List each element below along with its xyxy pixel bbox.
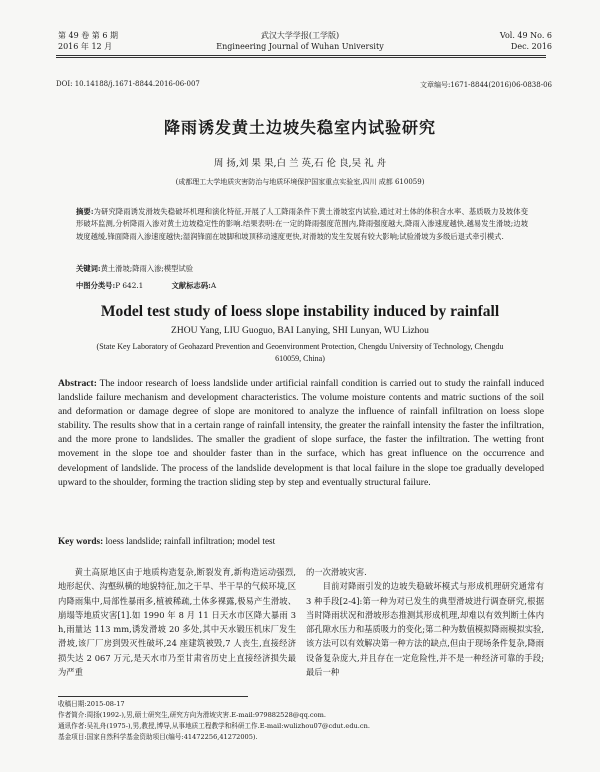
keywords-en [58,536,275,546]
keywords-cn-label: 关键词: [76,264,101,273]
keywords-cn-text: 黄土滑坡;降雨入渗;模型试验 [100,264,194,273]
authors-cn: 周 扬,刘 果 果,白 兰 英,石 伦 良,吴 礼 舟 [213,158,387,169]
article-number: 文章编号:1671-8844(2016)06-0838-06 [420,81,552,89]
header-right [500,30,552,52]
affiliation-en: (State Key Laboratory of Geohazard Prevention and Geoenvironment Protection, Chengdu University of Technology, Chengdu 610059, China) [96,342,504,363]
body-column-left [58,565,296,679]
keywords-en-text: loess landslide; rainfall infiltration; model test [105,536,276,546]
footnote-received: 收稿日期:2015-08-17 [58,700,125,708]
clc-label: 中图分类号: [76,281,116,290]
abstract-en-label: Abstract: [58,378,97,389]
affiliation-cn: (成都理工大学地质灾害防治与地质环境保护国家重点实验室,四川 成都 610059) [175,178,425,186]
volume-cn: 第 49 卷 第 6 期 [58,31,118,40]
body-paragraph: 黄土高原地区由于地质构造复杂,断裂发育,新构造运动强烈,地形起伏、沟壑纵横的地貌特征,加之干旱、半干旱的气候环境,区内降雨集中,局部性暴雨多,植被稀疏,土体多裸露,极易产生滑坡、崩塌等地质灾害[1].如 1990 年 8 月 11 日天水市区降大暴雨 3 h,雨量达 113 mm,诱发滑坡 20 多处,其中天水锻压机床厂发生滑坡,该厂厂房到毁灭性破坏,24 座建筑被毁,7 人丧生,直接经济损失达 2 067 万元,是天水市乃至甘肃省历史上直接经济损失最为严重 [58,567,296,678]
body-paragraph: 目前对降雨引发的边坡失稳破坏模式与形成机理研究通常有 3 种手段[2-4]:第一种为对已发生的典型滑坡进行调查研究,根据当时降雨状况和滑坡形态推测其形成机理,却难以有效判断土体内部孔隙水压力和基质吸力的变化;第二种为数值模拟降雨模拟实验,该方法可以有效解决第一种方法的缺点,但由于现场条件复杂,降雨设备复杂庞大,并且存在一定危险性,并不是一种经济可靠的手段;最后一种 [306,581,544,678]
doc-code-value: A [210,281,217,290]
keywords-en-label: Key words: [58,536,104,546]
date-en: Dec. 2016 [510,42,552,51]
footnote-author: 作者简介:周扬(1992-),男,硕士研究生,研究方向为滑坡灾害.E-mail:979882528@qq.com. [58,711,326,719]
footnote-funding: 基金项目:国家自然科学基金资助项目(编号:41472256,41272005). [58,733,258,741]
body-column-right [306,565,544,679]
journal-en: Engineering Journal of Wuhan University [216,42,384,51]
title-en: Model test study of loess slope instability induced by rainfall [100,303,500,320]
abstract-en-text: The indoor research of loess landslide under artificial rainfall condition is carried out to study the rainfall induced landslide failure mechanism and development characteristics. The volume moisture contents and matric suctions of the soil and deformation or damage degree of slope are monitored to analyze the influence of rainfall infiltration on loess slope stability. The results show that in a certain range of rainfall intensity, the greater the rainfall intensity the faster the infiltration, and the more prone to landslides. The smaller the gradient of slope surface, the faster the infiltration. The wetting front movement in the slope toe and shoulder faster than in the surface, which has great influence on the occurrence and development of landslide. The process of the landslide development is that local failure in the slope toe gradually developed upward to the shoulder, forming the traction sliding step by step and eventually structural failure. [58,378,544,488]
body-paragraph-continued: 的一次滑坡灾害. [306,567,367,577]
header-rule-second [56,57,546,58]
classification-line [76,281,242,291]
abstract-cn [76,206,528,243]
header-rule [56,55,546,56]
doi: DOI: 10.14188/j.1671-8844.2016-06-007 [56,80,200,88]
footnote-rule [58,696,248,697]
clc-value: P 642.1 [115,281,144,290]
authors-en: ZHOU Yang, LIU Guoguo, BAI Lanying, SHI Lunyan, WU Lizhou [171,326,429,336]
footnote-corresponding: 通讯作者:吴礼舟(1975-),男,教授,博导,从事地质工程教学和科研工作.E-mail:wulizhou07@cdut.edu.cn. [58,722,370,730]
abstract-en [58,377,544,490]
date-cn: 2016 年 12 月 [58,42,113,51]
abstract-cn-label: 摘要: [76,207,94,216]
doc-code-label: 文献标志码: [171,281,211,290]
title-cn: 降雨诱发黄土边坡失稳室内试验研究 [163,118,436,137]
volume-en: Vol. 49 No. 6 [499,31,552,40]
abstract-cn-text: 为研究降雨诱发滑坡失稳破坏机理和演化特征,开展了人工降雨条件下黄土滑坡室内试验,通过对土体的体积含水率、基质吸力及坡体变形破坏监测,分析降雨入渗对黄土边坡稳定性的影响.结果表明:在一定的降雨强度范围内,降雨强度越大,降雨入渗速度越快,越易发生滑坡;边坡坡度越缓,锋面降雨入渗速度越快;湿润锋面在坡脚和坡顶移动速度更快,对滑坡的发生发展有较大影响;试验滑坡为多级后退式牵引模式. [76,207,528,241]
keywords-cn [76,264,193,274]
journal-cn: 武汉大学学报(工学版) [260,31,340,40]
